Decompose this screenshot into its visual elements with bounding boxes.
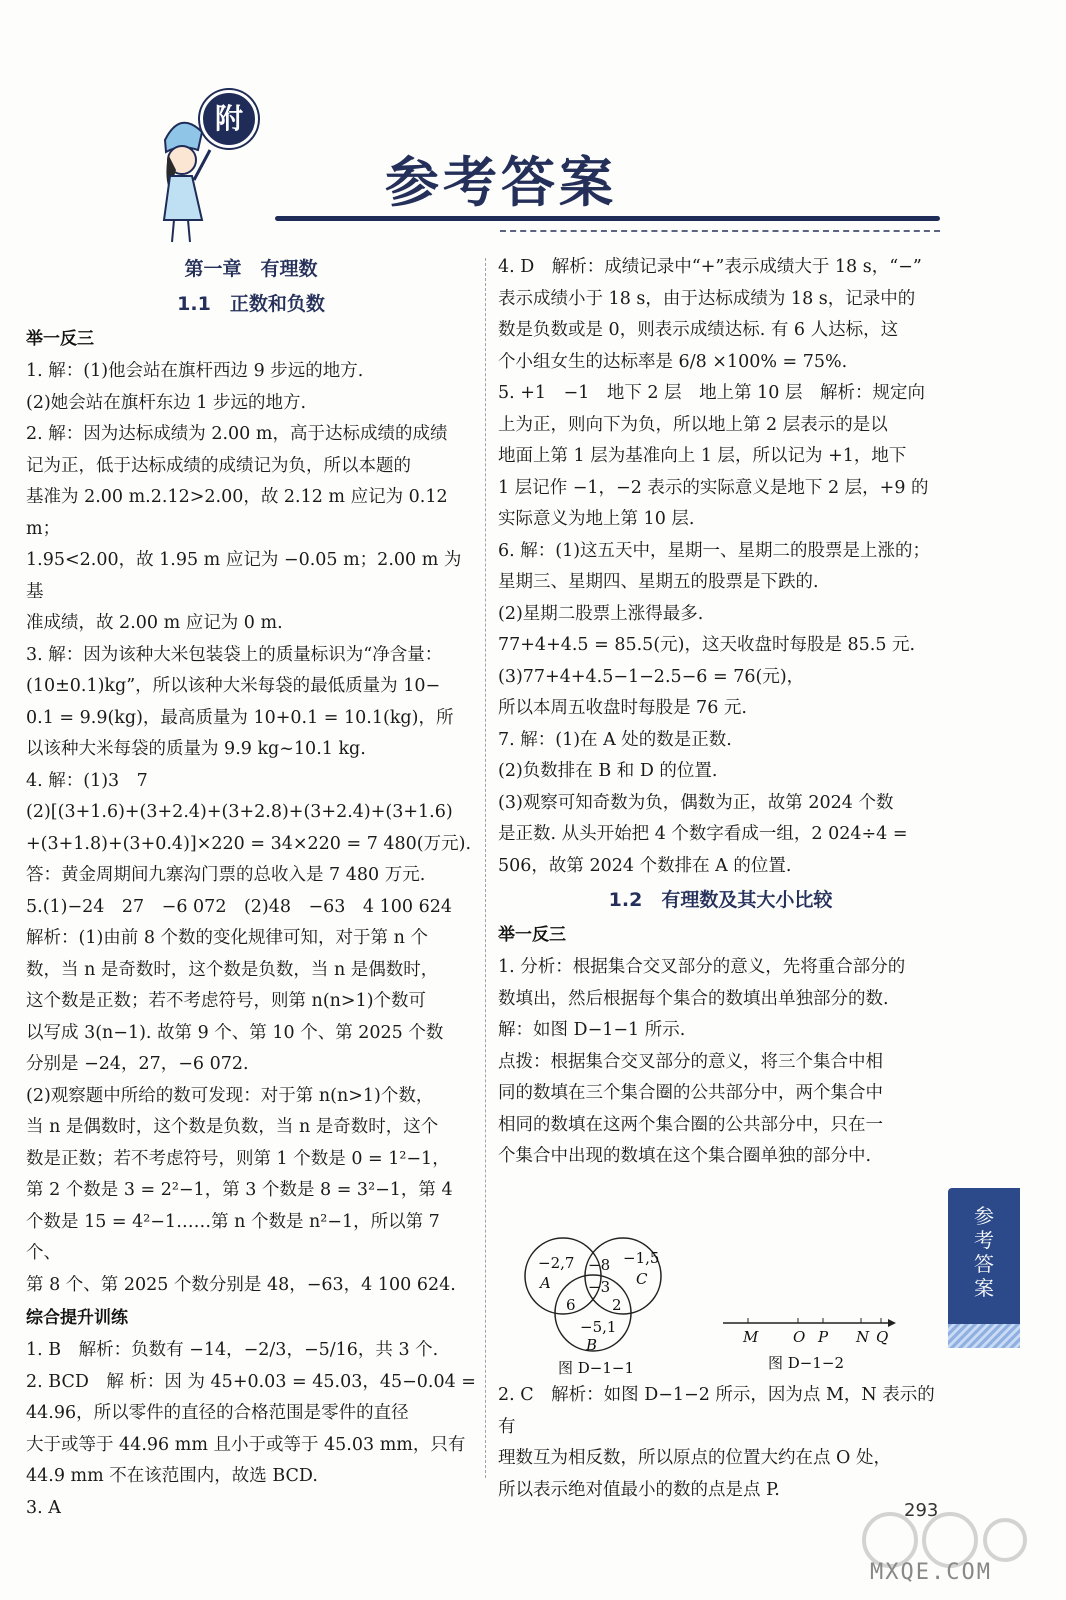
- answer-line: (2)星期二股票上涨得最多.: [498, 603, 704, 624]
- answer-line: 3. 解：因为该种大米包装袋上的质量标识为“净含量：: [26, 644, 443, 665]
- answers-block-3: [498, 252, 943, 882]
- answer-line: 506，故第 2024 个数排在 A 的位置.: [498, 855, 792, 876]
- answer-line: 表示成绩小于 18 s，由于达标成绩为 18 s，记录中的: [498, 288, 916, 309]
- answer-line: (2)观察题中所给的数可发现：对于第 n(n>1)个数，: [26, 1085, 434, 1106]
- answer-line: 当 n 是偶数时，这个数是负数，当 n 是奇数时，这个: [26, 1117, 439, 1137]
- answer-line: 2. 解：因为达标成绩为 2.00 m，高于达标成绩的成绩: [26, 424, 448, 444]
- venn-a-values: −2,7: [538, 1254, 575, 1272]
- answers-block-4: [498, 952, 943, 1173]
- answer-line: 77+4+4.5 = 85.5(元)，这天收盘时每股是 85.5 元.: [498, 635, 916, 655]
- answer-line: (2)她会站在旗杆东边 1 步远的地方.: [26, 392, 307, 413]
- side-tab[interactable]: [948, 1188, 1020, 1348]
- answer-line: 数是正数；若不考虑符号，则第 1 个数是 0 = 1²−1，: [26, 1148, 450, 1169]
- answer-line: 地面上第 1 层为基准向上 1 层，所以记为 +1，地下: [498, 446, 907, 466]
- answer-line: 解：如图 D−1−1 所示.: [498, 1020, 686, 1040]
- numberline-point-label: P: [818, 1328, 829, 1346]
- answer-line: 个数是 15 = 4²−1……第 n 个数是 n²−1，所以第 7 个、: [26, 1211, 440, 1263]
- venn-c-values: −1,5: [623, 1249, 660, 1267]
- answer-line: 解析：(1)由前 8 个数的变化规律可知，对于第 n 个: [26, 928, 428, 948]
- answer-line: 4. 解：(1)3 7: [26, 770, 148, 791]
- numberline-caption: 图 D−1−2: [768, 1354, 845, 1372]
- answer-line: 相同的数填在这两个集合圈的公共部分中，只在一: [498, 1114, 883, 1135]
- title-underline: [275, 216, 940, 221]
- answer-line: 1 层记作 −1，−2 表示的实际意义是地下 2 层，+9 的: [498, 477, 929, 498]
- answer-line: 7. 解：(1)在 A 处的数是正数.: [498, 729, 732, 750]
- number-line: [723, 1318, 896, 1372]
- answer-line: 星期三、星期四、星期五的股票是下跌的.: [498, 572, 819, 592]
- answer-line: 以该种大米每袋的质量为 9.9 kg~10.1 kg.: [26, 739, 366, 759]
- answer-line: 所以本周五收盘时每股是 76 元.: [498, 698, 747, 718]
- answer-line: 1. B 解析：负数有 −14，−2/3，−5/16，共 3 个.: [26, 1340, 439, 1360]
- answer-line: 数填出，然后根据每个集合的数填出单独部分的数.: [498, 988, 889, 1009]
- appendix-badge: 附: [200, 90, 258, 148]
- numberline-point-label: M: [743, 1328, 759, 1346]
- answer-line: 准成绩，故 2.00 m 应记为 0 m.: [26, 613, 283, 633]
- column-divider: [485, 258, 486, 1478]
- answer-line: 4. D 解析：成绩记录中“+”表示成绩大于 18 s，“−”: [498, 257, 922, 277]
- page-number: 293: [904, 1500, 939, 1521]
- subheading-comprehensive: 综合提升训练: [26, 1308, 128, 1328]
- answer-line: 同的数填在三个集合圈的公共部分中，两个集合中: [498, 1083, 883, 1103]
- side-tab-stripe: [948, 1324, 1020, 1348]
- answer-line: 2. C 解析：如图 D−1−2 所示，因为点 M，N 表示的有: [498, 1385, 935, 1437]
- subheading-practice-2: 举一反三: [498, 925, 566, 945]
- answer-line: 44.9 mm 不在该范围内，故选 BCD.: [26, 1466, 318, 1486]
- answer-line: 所以表示绝对值最小的数的点是点 P.: [498, 1479, 780, 1500]
- answer-line: 1. 分析：根据集合交叉部分的意义，先将重合部分的: [498, 957, 906, 977]
- answer-line: 1.95<2.00，故 1.95 m 应记为 −0.05 m；2.00 m 为基: [26, 550, 462, 602]
- subheading-practice: 举一反三: [26, 329, 94, 349]
- venn-caption: 图 D−1−1: [558, 1359, 635, 1377]
- answer-line: 这个数是正数；若不考虑符号，则第 n(n>1)个数可: [26, 991, 427, 1011]
- answer-line: 1. 解：(1)他会站在旗杆西边 9 步远的地方.: [26, 361, 364, 381]
- answer-line: 上为正，则向下为负，所以地上第 2 层表示的是以: [498, 414, 888, 435]
- answer-line: 基准为 2.00 m.2.12>2.00，故 2.12 m 应记为 0.12 m；: [26, 487, 448, 539]
- answer-line: 2. BCD 解 析：因 为 45+0.03 = 45.03，45−0.04 =: [26, 1371, 476, 1392]
- answers-block-2: [26, 1335, 476, 1524]
- title-dashed-rule: [500, 230, 940, 232]
- answer-line: 点拨：根据集合交叉部分的意义，将三个集合中相: [498, 1051, 883, 1072]
- answer-line: 6. 解：(1)这五天中，星期一、星期二的股票是上涨的；: [498, 540, 931, 561]
- watermark-text: MXQE.COM: [870, 1560, 992, 1585]
- venn-b-label: B: [586, 1336, 598, 1354]
- answer-line: (2)负数排在 B 和 D 的位置.: [498, 761, 718, 781]
- venn-b-values: −5,1: [580, 1318, 617, 1336]
- answer-line: 0.1 = 9.9(kg)，最高质量为 10+0.1 = 10.1(kg)，所: [26, 707, 454, 728]
- numberline-point-label: N: [856, 1328, 870, 1346]
- answer-line: 是正数. 从头开始把 4 个数字看成一组，2 024÷4 =: [498, 824, 908, 844]
- page-title: 参考答案: [385, 151, 617, 214]
- page-header: [140, 80, 960, 250]
- answer-line: 3. A: [26, 1497, 61, 1518]
- venn-bc-value: 2: [612, 1296, 622, 1314]
- venn-c-label: C: [636, 1270, 648, 1288]
- answer-line: 答：黄金周期间九寨沟门票的总收入是 7 480 万元.: [26, 865, 426, 885]
- venn-a-label: A: [540, 1274, 551, 1292]
- answer-line: 实际意义为地上第 10 层.: [498, 509, 695, 529]
- section-heading-1-2: 1.2 有理数及其大小比较: [608, 889, 833, 911]
- answer-line: 大于或等于 44.96 mm 且小于或等于 45.03 mm，只有: [26, 1434, 466, 1455]
- answers-block-5: [498, 1380, 943, 1506]
- chapter-heading: 第一章 有理数: [184, 258, 318, 280]
- left-column: [26, 252, 476, 1524]
- answer-line: 第 2 个数是 3 = 2²−1，第 3 个数是 8 = 3²−1，第 4: [26, 1180, 453, 1200]
- answer-line: 理数互为相反数，所以原点的位置大约在点 O 处，: [498, 1448, 891, 1468]
- venn-ac-value: 6: [566, 1296, 576, 1314]
- answer-line: 分别是 −24，27，−6 072.: [26, 1054, 249, 1074]
- answer-line: (10±0.1)kg”，所以该种大米每袋的最低质量为 10−: [26, 676, 441, 696]
- answer-line: 第 8 个、第 2025 个数分别是 48，−63，4 100 624.: [26, 1274, 456, 1295]
- venn-abc-value: −3: [588, 1278, 611, 1296]
- answer-line: 5. +1 −1 地下 2 层 地上第 10 层 解析：规定向: [498, 383, 926, 403]
- answer-line: 个小组女生的达标率是 6/8 ×100% = 75%.: [498, 351, 848, 372]
- numberline-point-label: O: [793, 1328, 806, 1346]
- answer-line: (3)77+4+4.5−1−2.5−6 = 76(元)，: [498, 666, 805, 687]
- answer-line: 数是负数或是 0，则表示成绩达标. 有 6 人达标，这: [498, 320, 899, 340]
- answer-line: +(3+1.8)+(3+0.4)]×220 = 34×220 = 7 480(万元).: [26, 833, 472, 854]
- section-heading: 1.1 正数和负数: [177, 293, 325, 315]
- side-tab-label: 参考答案: [974, 1204, 994, 1300]
- answer-line: 记为正，低于达标成绩的成绩记为负，所以本题的: [26, 455, 411, 476]
- answer-line: 以写成 3(n−1). 故第 9 个、第 10 个、第 2025 个数: [26, 1022, 444, 1043]
- right-column: [498, 252, 943, 1173]
- answer-line: (2)[(3+1.6)+(3+2.4)+(3+2.8)+(3+2.4)+(3+1.6): [26, 802, 453, 822]
- numberline-point-label: Q: [876, 1328, 889, 1346]
- answer-line: 5.(1)−24 27 −6 072 (2)48 −63 4 100 624: [26, 896, 452, 917]
- figures: [518, 1228, 938, 1378]
- answer-line: (3)观察可知奇数为负，偶数为正，故第 2024 个数: [498, 792, 894, 813]
- answers-block-1: [26, 356, 476, 1301]
- answer-line: 44.96，所以零件的直径的合格范围是零件的直径: [26, 1403, 409, 1423]
- venn-ab-value: −8: [588, 1256, 611, 1274]
- venn-and-numberline: [518, 1228, 938, 1378]
- answer-line: 个集合中出现的数填在这个集合圈单独的部分中.: [498, 1146, 872, 1166]
- answer-line: 数，当 n 是奇数时，这个数是负数，当 n 是偶数时，: [26, 959, 439, 980]
